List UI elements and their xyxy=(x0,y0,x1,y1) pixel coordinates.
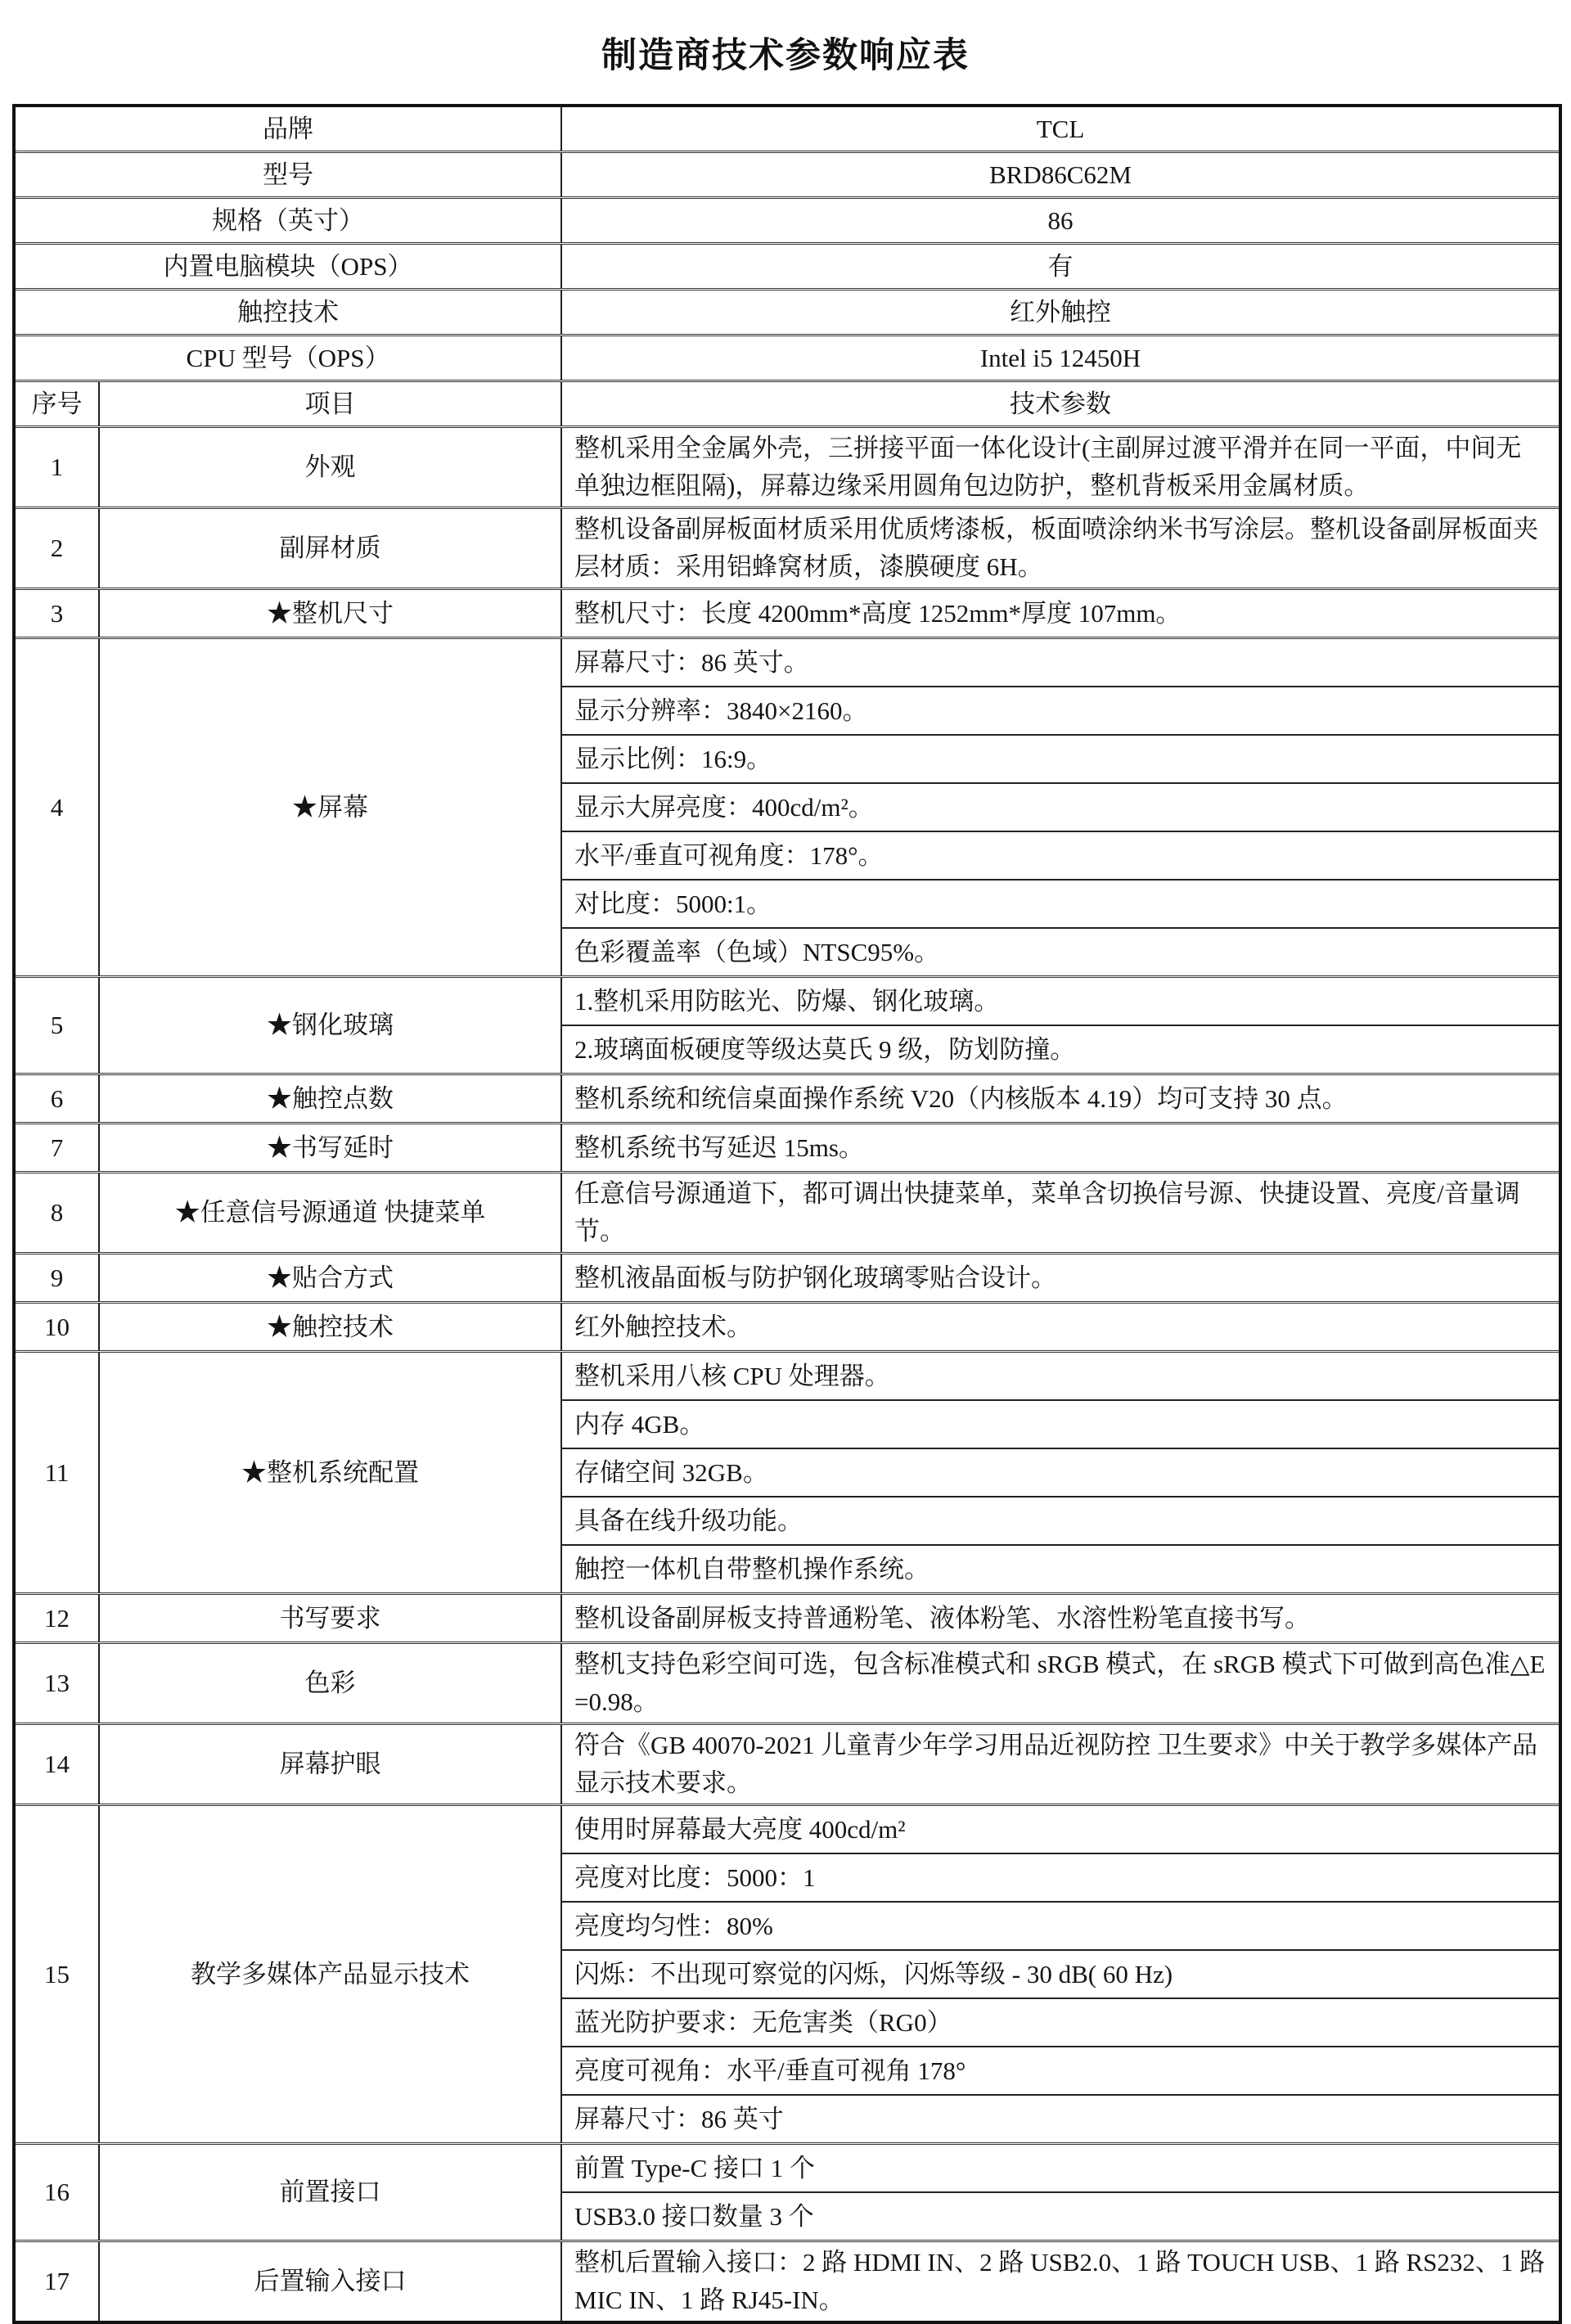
info-value: TCL xyxy=(561,106,1560,152)
row-no: 1 xyxy=(14,427,99,508)
row-param: 整机尺寸：长度 4200mm*高度 1252mm*厚度 107mm。 xyxy=(561,589,1560,638)
info-label: 触控技术 xyxy=(14,290,561,336)
spec-row xyxy=(14,1594,1560,1643)
row-param: 整机液晶面板与防护钢化玻璃零贴合设计。 xyxy=(561,1254,1560,1303)
col-params: 技术参数 xyxy=(561,381,1560,427)
spec-row xyxy=(14,589,1560,638)
row-param: 存储空间 32GB。 xyxy=(561,1448,1560,1497)
row-param: USB3.0 接口数量 3 个 xyxy=(561,2192,1560,2241)
row-item: 后置输入接口 xyxy=(99,2241,561,2323)
row-no: 8 xyxy=(14,1173,99,1254)
row-item: ★书写延时 xyxy=(99,1124,561,1173)
info-row xyxy=(14,152,1560,198)
row-item: 教学多媒体产品显示技术 xyxy=(99,1805,561,2144)
row-param: 2.玻璃面板硬度等级达莫氏 9 级，防划防撞。 xyxy=(561,1025,1560,1074)
row-item: ★触控技术 xyxy=(99,1303,561,1352)
row-no: 11 xyxy=(14,1352,99,1594)
row-param: 符合《GB 40070-2021 儿童青少年学习用品近视防控 卫生要求》中关于教学多媒体产品显示技术要求。 xyxy=(561,1724,1560,1805)
row-no: 16 xyxy=(14,2144,99,2241)
row-param: 整机后置输入接口：2 路 HDMI IN、2 路 USB2.0、1 路 TOUCH USB、1 路 RS232、1 路 MIC IN、1 路 RJ45-IN。 xyxy=(561,2241,1560,2323)
row-param: 使用时屏幕最大亮度 400cd/m² xyxy=(561,1805,1560,1854)
info-row xyxy=(14,106,1560,152)
row-param: 整机采用全金属外壳，三拼接平面一体化设计(主副屏过渡平滑并在同一平面，中间无单独边框阻隔)，屏幕边缘采用圆角包边防护，整机背板采用金属材质。 xyxy=(561,427,1560,508)
row-item: 前置接口 xyxy=(99,2144,561,2241)
row-param: 1.整机采用防眩光、防爆、钢化玻璃。 xyxy=(561,977,1560,1026)
row-no: 13 xyxy=(14,1643,99,1724)
row-param: 前置 Type-C 接口 1 个 xyxy=(561,2144,1560,2193)
spec-row xyxy=(14,2144,1560,2193)
spec-row xyxy=(14,1124,1560,1173)
row-item: ★任意信号源通道 快捷菜单 xyxy=(99,1173,561,1254)
spec-row xyxy=(14,1254,1560,1303)
info-label: 内置电脑模块（OPS） xyxy=(14,244,561,290)
col-no: 序号 xyxy=(14,381,99,427)
row-param: 显示分辨率：3840×2160。 xyxy=(561,687,1560,735)
info-label: 型号 xyxy=(14,152,561,198)
column-header-row xyxy=(14,381,1560,427)
row-param: 对比度：5000:1。 xyxy=(561,880,1560,928)
row-param: 整机设备副屏板面材质采用优质烤漆板，板面喷涂纳米书写涂层。整机设备副屏板面夹层材质：采用铝蜂窝材质，漆膜硬度 6H。 xyxy=(561,508,1560,589)
row-no: 3 xyxy=(14,589,99,638)
spec-row xyxy=(14,1724,1560,1805)
row-item: ★整机尺寸 xyxy=(99,589,561,638)
row-no: 9 xyxy=(14,1254,99,1303)
row-item: 色彩 xyxy=(99,1643,561,1724)
spec-row xyxy=(14,977,1560,1026)
row-param: 具备在线升级功能。 xyxy=(561,1497,1560,1545)
row-no: 4 xyxy=(14,638,99,977)
spec-row xyxy=(14,1074,1560,1124)
info-value: 有 xyxy=(561,244,1560,290)
spec-row xyxy=(14,1352,1560,1401)
info-value: 86 xyxy=(561,198,1560,244)
row-param: 整机系统和统信桌面操作系统 V20（内核版本 4.19）均可支持 30 点。 xyxy=(561,1074,1560,1124)
row-item: ★触控点数 xyxy=(99,1074,561,1124)
row-no: 17 xyxy=(14,2241,99,2323)
spec-row xyxy=(14,638,1560,687)
page-title: 制造商技术参数响应表 xyxy=(601,37,970,75)
row-param: 闪烁：不出现可察觉的闪烁，闪烁等级 - 30 dB( 60 Hz) xyxy=(561,1950,1560,1998)
info-label: 规格（英寸） xyxy=(14,198,561,244)
row-item: 屏幕护眼 xyxy=(99,1724,561,1805)
info-row xyxy=(14,336,1560,381)
row-param: 整机设备副屏板支持普通粉笔、液体粉笔、水溶性粉笔直接书写。 xyxy=(561,1594,1560,1643)
row-param: 蓝光防护要求：无危害类（RG0） xyxy=(561,1998,1560,2047)
row-item: 外观 xyxy=(99,427,561,508)
info-label: CPU 型号（OPS） xyxy=(14,336,561,381)
row-param: 屏幕尺寸：86 英寸 xyxy=(561,2095,1560,2144)
spec-table xyxy=(12,104,1562,2324)
row-param: 色彩覆盖率（色域）NTSC95%。 xyxy=(561,928,1560,977)
row-param: 亮度可视角：水平/垂直可视角 178° xyxy=(561,2047,1560,2095)
row-param: 触控一体机自带整机操作系统。 xyxy=(561,1545,1560,1594)
info-row xyxy=(14,290,1560,336)
row-no: 12 xyxy=(14,1594,99,1643)
row-param: 显示大屏亮度：400cd/m²。 xyxy=(561,783,1560,831)
row-item: 书写要求 xyxy=(99,1594,561,1643)
row-param: 屏幕尺寸：86 英寸。 xyxy=(561,638,1560,687)
info-label: 品牌 xyxy=(14,106,561,152)
spec-row xyxy=(14,1643,1560,1724)
spec-table-body xyxy=(14,106,1560,2322)
info-row xyxy=(14,198,1560,244)
row-item: ★钢化玻璃 xyxy=(99,977,561,1074)
row-no: 10 xyxy=(14,1303,99,1352)
col-item: 项目 xyxy=(99,381,561,427)
document-page xyxy=(0,28,1571,2324)
row-param: 亮度对比度：5000：1 xyxy=(561,1853,1560,1902)
row-param: 整机采用八核 CPU 处理器。 xyxy=(561,1352,1560,1401)
info-value: 红外触控 xyxy=(561,290,1560,336)
row-no: 14 xyxy=(14,1724,99,1805)
row-param: 显示比例：16:9。 xyxy=(561,735,1560,783)
spec-row xyxy=(14,2241,1560,2323)
info-value: Intel i5 12450H xyxy=(561,336,1560,381)
row-item: ★屏幕 xyxy=(99,638,561,977)
row-param: 整机系统书写延迟 15ms。 xyxy=(561,1124,1560,1173)
spec-row xyxy=(14,1303,1560,1352)
row-item: ★整机系统配置 xyxy=(99,1352,561,1594)
row-param: 红外触控技术。 xyxy=(561,1303,1560,1352)
row-item: 副屏材质 xyxy=(99,508,561,589)
row-param: 整机支持色彩空间可选，包含标准模式和 sRGB 模式，在 sRGB 模式下可做到高色准△E=0.98。 xyxy=(561,1643,1560,1724)
row-item: ★贴合方式 xyxy=(99,1254,561,1303)
info-value: BRD86C62M xyxy=(561,152,1560,198)
spec-row xyxy=(14,427,1560,508)
row-param: 内存 4GB。 xyxy=(561,1400,1560,1448)
row-no: 15 xyxy=(14,1805,99,2144)
row-param: 任意信号源通道下，都可调出快捷菜单，菜单含切换信号源、快捷设置、亮度/音量调节。 xyxy=(561,1173,1560,1254)
row-no: 6 xyxy=(14,1074,99,1124)
row-no: 2 xyxy=(14,508,99,589)
row-param: 水平/垂直可视角度：178°。 xyxy=(561,831,1560,880)
info-row xyxy=(14,244,1560,290)
spec-row xyxy=(14,508,1560,589)
row-no: 5 xyxy=(14,977,99,1074)
row-param: 亮度均匀性：80% xyxy=(561,1902,1560,1950)
row-no: 7 xyxy=(14,1124,99,1173)
spec-row xyxy=(14,1173,1560,1254)
spec-row xyxy=(14,1805,1560,1854)
